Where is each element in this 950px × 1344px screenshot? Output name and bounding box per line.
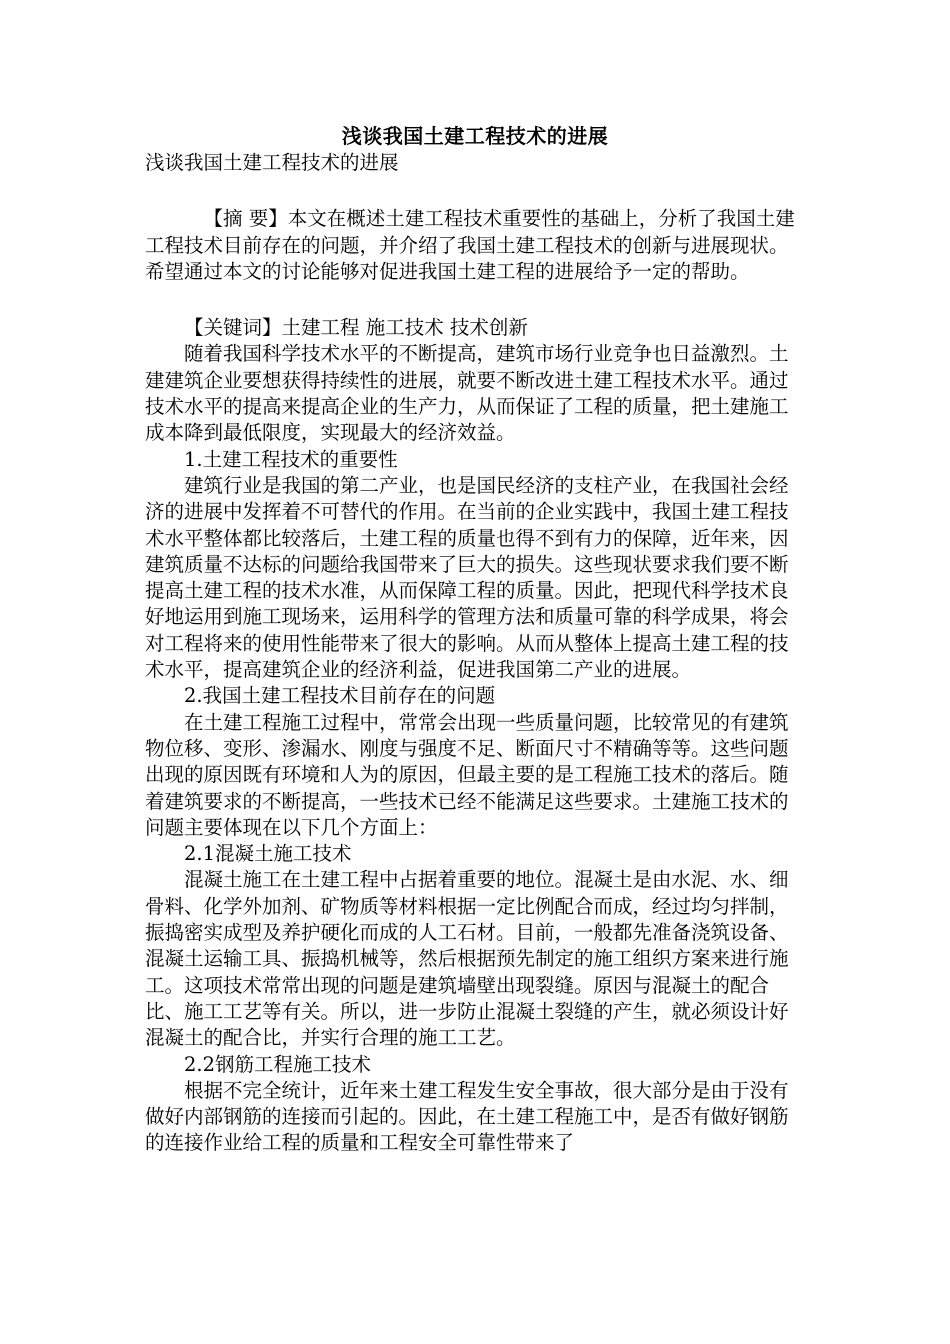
document-title: 浅谈我国土建工程技术的进展 bbox=[341, 124, 609, 148]
spacer bbox=[145, 176, 805, 206]
section-1-heading: 1.土建工程技术的重要性 bbox=[184, 447, 398, 471]
section-2-1-heading: 2.1混凝土施工技术 bbox=[184, 842, 352, 866]
section-2-paragraph: 在土建工程施工过程中，常常会出现一些质量问题，比较常见的有建筑物位移、变形、渗漏水、刚度与强度不足、断面尺寸不精确等等。这些问题出现的原因既有环境和人为的原因，但最主要的是工程施工技术的落后。随着建筑要求的不断提高，一些技术已经不能满足这些要求。土建施工技术的问题主要体现在以下几个方面上： bbox=[145, 710, 789, 839]
document-subtitle: 浅谈我国土建工程技术的进展 bbox=[145, 151, 399, 174]
section-2-heading: 2.我国土建工程技术目前存在的问题 bbox=[184, 684, 496, 708]
document-body bbox=[145, 150, 805, 1157]
section-1-paragraph: 建筑行业是我国的第二产业，也是国民经济的支柱产业，在我国社会经济的进展中发挥着不可替代的作用。在当前的企业实践中，我国土建工程技术水平整体都比较落后，土建工程的质量也得不到有力的保障，近年来，因建筑质量不达标的问题给我国带来了巨大的损失。这些现状要求我们要不断提高土建工程的技术水准，从而保障工程的质量。因此，把现代科学技术良好地运用到施工现场来，运用科学的管理方法和质量可靠的科学成果，将会对工程将来的使用性能带来了很大的影响。从而从整体上提高土建工程的技术水平，提高建筑企业的经济利益，促进我国第二产业的进展。 bbox=[145, 473, 789, 682]
keywords-paragraph: 【关键词】土建工程 施工技术 技术创新 bbox=[184, 316, 528, 340]
section-2-1-paragraph: 混凝土施工在土建工程中占据着重要的地位。混凝土是由水泥、水、细骨料、化学外加剂、矿物质等材料根据一定比例配合而成，经过均匀拌制，振捣密实成型及养护硬化而成的人工石材。目前，一般都先准备浇筑设备、混凝土运输工具、振捣机械等，然后根据预先制定的施工组织方案来进行施工。这项技术常常出现的问题是建筑墙壁出现裂缝。原因与混凝土的配合比、施工工艺等有关。所以，进一步防止混凝土裂缝的产生，就必须设计好混凝土的配合比，并实行合理的施工工艺。 bbox=[145, 868, 789, 1050]
section-2-2-paragraph: 根据不完全统计，近年来土建工程发生安全事故，很大部分是由于没有做好内部钢筋的连接而引起的。因此，在土建工程施工中，是否有做好钢筋的连接作业给工程的质量和工程安全可靠性带来了 bbox=[145, 1078, 789, 1155]
section-2-2-heading: 2.2钢筋工程施工技术 bbox=[184, 1052, 372, 1076]
intro-paragraph: 随着我国科学技术水平的不断提高，建筑市场行业竞争也日益激烈。土建建筑企业要想获得持续性的进展，就要不断改进土建工程技术水平。通过技术水平的提高来提高企业的生产力，从而保证了工程的质量，把土建施工成本降到最低限度，实现最大的经济效益。 bbox=[145, 342, 789, 445]
spacer bbox=[145, 285, 805, 315]
abstract-paragraph: 【摘 要】本文在概述土建工程技术重要性的基础上，分析了我国土建工程技术目前存在的问题，并介绍了我国土建工程技术的创新与进展现状。希望通过本文的讨论能够对促进我国土建工程的进展给予一定的帮助。 bbox=[145, 207, 795, 283]
